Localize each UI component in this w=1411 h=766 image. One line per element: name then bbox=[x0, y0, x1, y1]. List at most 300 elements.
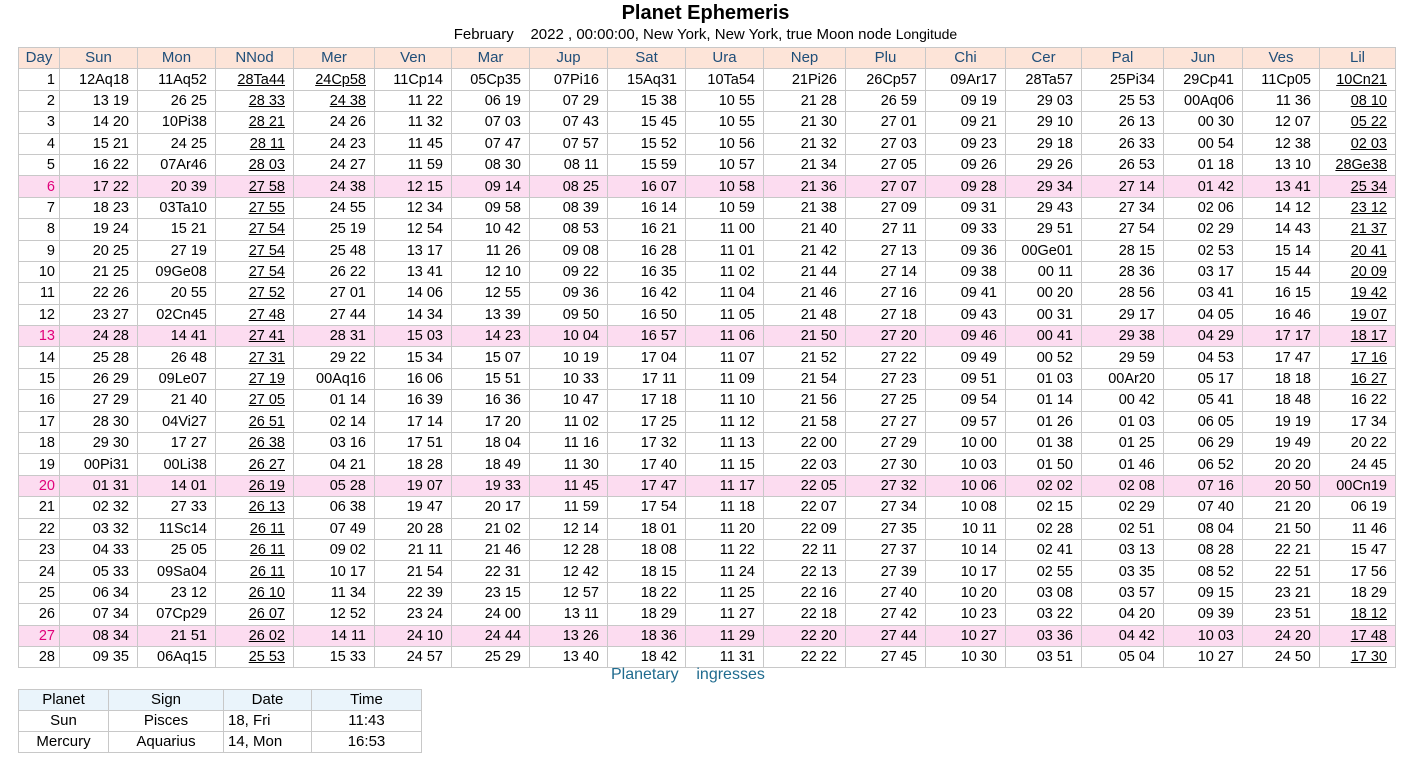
cell-cer: 02 55 bbox=[1006, 561, 1082, 582]
cell-ves: 13 41 bbox=[1243, 176, 1320, 197]
cell-chi: 10 20 bbox=[926, 582, 1006, 603]
cell-nnod bbox=[216, 283, 294, 304]
cell-sat: 18 29 bbox=[608, 604, 686, 625]
day-cell: 26 bbox=[19, 604, 60, 625]
cell-chi: 10 14 bbox=[926, 539, 1006, 560]
cell-jup: 07 57 bbox=[530, 133, 608, 154]
underlined-value: 27 52 bbox=[248, 285, 285, 302]
cell-mer: 24 26 bbox=[294, 112, 375, 133]
cell-cer: 03 36 bbox=[1006, 625, 1082, 646]
cell-jun: 04 05 bbox=[1164, 304, 1243, 325]
cell-cer: 29 43 bbox=[1006, 197, 1082, 218]
cell-lil: 17 34 bbox=[1320, 411, 1396, 432]
cell-chi: 09 33 bbox=[926, 219, 1006, 240]
cell-mar: 11 26 bbox=[452, 240, 530, 261]
cell-plu: 26Cp57 bbox=[846, 69, 926, 90]
cell-mer: 11 34 bbox=[294, 582, 375, 603]
underlined-value: 26 11 bbox=[249, 520, 285, 537]
ingress-planet: Mercury bbox=[19, 732, 109, 753]
table-row bbox=[19, 133, 1396, 154]
cell-chi: 09 19 bbox=[926, 90, 1006, 111]
cell-mer: 24 55 bbox=[294, 197, 375, 218]
cell-mar: 12 55 bbox=[452, 283, 530, 304]
cell-jup: 11 16 bbox=[530, 433, 608, 454]
table-row bbox=[19, 347, 1396, 368]
cell-cer: 29 51 bbox=[1006, 219, 1082, 240]
cell-sun: 23 27 bbox=[60, 304, 138, 325]
cell-mon: 15 21 bbox=[138, 219, 216, 240]
cell-lil bbox=[1320, 197, 1396, 218]
cell-mer bbox=[294, 90, 375, 111]
cell-ves: 21 20 bbox=[1243, 497, 1320, 518]
cell-ven: 15 34 bbox=[375, 347, 452, 368]
cell-lil bbox=[1320, 625, 1396, 646]
cell-nep: 22 20 bbox=[764, 625, 846, 646]
table-row bbox=[19, 154, 1396, 175]
cell-ves: 18 48 bbox=[1243, 390, 1320, 411]
table-row bbox=[19, 433, 1396, 454]
cell-sun: 29 30 bbox=[60, 433, 138, 454]
cell-sun: 13 19 bbox=[60, 90, 138, 111]
cell-jup: 10 33 bbox=[530, 368, 608, 389]
cell-mar: 07 47 bbox=[452, 133, 530, 154]
ingresses-title-a: Planetary bbox=[611, 666, 679, 683]
cell-cer: 29 10 bbox=[1006, 112, 1082, 133]
cell-lil: 15 47 bbox=[1320, 539, 1396, 560]
cell-ura: 10 56 bbox=[686, 133, 764, 154]
underlined-value: 27 54 bbox=[248, 242, 285, 259]
cell-pal: 02 08 bbox=[1082, 475, 1164, 496]
underlined-value: 27 54 bbox=[248, 221, 285, 238]
cell-ven: 15 03 bbox=[375, 326, 452, 347]
cell-jup: 09 08 bbox=[530, 240, 608, 261]
cell-cer: 01 26 bbox=[1006, 411, 1082, 432]
underlined-value: 27 54 bbox=[248, 264, 285, 281]
ingresses-header-date: Date bbox=[224, 690, 312, 711]
cell-sun: 09 35 bbox=[60, 646, 138, 667]
cell-mer bbox=[294, 69, 375, 90]
day-cell: 5 bbox=[19, 154, 60, 175]
cell-ura: 11 07 bbox=[686, 347, 764, 368]
cell-mon: 11Aq52 bbox=[138, 69, 216, 90]
cell-ura: 11 02 bbox=[686, 261, 764, 282]
column-header-mer: Mer bbox=[294, 48, 375, 69]
cell-sat: 18 36 bbox=[608, 625, 686, 646]
ingress-row bbox=[19, 711, 422, 732]
cell-lil bbox=[1320, 133, 1396, 154]
cell-lil bbox=[1320, 176, 1396, 197]
cell-nep: 22 22 bbox=[764, 646, 846, 667]
cell-ves: 20 50 bbox=[1243, 475, 1320, 496]
cell-ven: 11 59 bbox=[375, 154, 452, 175]
cell-jup: 12 28 bbox=[530, 539, 608, 560]
cell-nnod bbox=[216, 197, 294, 218]
cell-chi: 09 28 bbox=[926, 176, 1006, 197]
cell-mon: 07Ar46 bbox=[138, 154, 216, 175]
cell-chi: 09 46 bbox=[926, 326, 1006, 347]
cell-plu: 27 44 bbox=[846, 625, 926, 646]
column-header-sat: Sat bbox=[608, 48, 686, 69]
cell-chi: 10 00 bbox=[926, 433, 1006, 454]
cell-ves: 23 51 bbox=[1243, 604, 1320, 625]
cell-mar: 05Cp35 bbox=[452, 69, 530, 90]
cell-ves: 17 17 bbox=[1243, 326, 1320, 347]
day-cell: 22 bbox=[19, 518, 60, 539]
cell-jup: 08 39 bbox=[530, 197, 608, 218]
cell-chi: 10 23 bbox=[926, 604, 1006, 625]
day-cell: 28 bbox=[19, 646, 60, 667]
day-cell: 7 bbox=[19, 197, 60, 218]
cell-mon: 11Sc14 bbox=[138, 518, 216, 539]
cell-nnod bbox=[216, 240, 294, 261]
cell-lil bbox=[1320, 219, 1396, 240]
cell-mar: 24 44 bbox=[452, 625, 530, 646]
underlined-value: 23 12 bbox=[1350, 199, 1387, 216]
page-subtitle bbox=[0, 24, 1411, 45]
cell-chi: 09 41 bbox=[926, 283, 1006, 304]
cell-nep: 21 46 bbox=[764, 283, 846, 304]
cell-chi: 09 23 bbox=[926, 133, 1006, 154]
cell-cer: 29 03 bbox=[1006, 90, 1082, 111]
cell-mar: 13 39 bbox=[452, 304, 530, 325]
cell-mon: 00Li38 bbox=[138, 454, 216, 475]
cell-jun: 03 17 bbox=[1164, 261, 1243, 282]
day-cell: 12 bbox=[19, 304, 60, 325]
cell-nnod bbox=[216, 411, 294, 432]
cell-mer: 26 22 bbox=[294, 261, 375, 282]
cell-nnod bbox=[216, 646, 294, 667]
underlined-value: 26 19 bbox=[248, 478, 285, 494]
underlined-value: 17 48 bbox=[1350, 627, 1387, 644]
cell-mon: 25 05 bbox=[138, 539, 216, 560]
cell-jun: 02 29 bbox=[1164, 219, 1243, 240]
cell-plu: 27 40 bbox=[846, 582, 926, 603]
cell-mer: 24 23 bbox=[294, 133, 375, 154]
cell-sun: 16 22 bbox=[60, 154, 138, 175]
cell-mar: 18 04 bbox=[452, 433, 530, 454]
cell-plu: 27 23 bbox=[846, 368, 926, 389]
underlined-value: 19 07 bbox=[1350, 306, 1387, 323]
cell-cer: 29 18 bbox=[1006, 133, 1082, 154]
underlined-value: 16 27 bbox=[1350, 371, 1387, 388]
cell-mar: 12 10 bbox=[452, 261, 530, 282]
cell-jup: 13 26 bbox=[530, 625, 608, 646]
cell-plu: 27 20 bbox=[846, 326, 926, 347]
cell-mon: 14 41 bbox=[138, 326, 216, 347]
cell-mer: 24 27 bbox=[294, 154, 375, 175]
cell-mer: 09 02 bbox=[294, 539, 375, 560]
cell-ves: 24 20 bbox=[1243, 625, 1320, 646]
underlined-value: 27 58 bbox=[248, 178, 285, 195]
cell-sun: 15 21 bbox=[60, 133, 138, 154]
cell-nnod bbox=[216, 475, 294, 496]
cell-sat: 15 38 bbox=[608, 90, 686, 111]
cell-ven: 11Cp14 bbox=[375, 69, 452, 90]
cell-ura: 11 10 bbox=[686, 390, 764, 411]
underlined-value: 26 02 bbox=[248, 627, 285, 644]
cell-jup: 11 45 bbox=[530, 475, 608, 496]
cell-mer: 04 21 bbox=[294, 454, 375, 475]
cell-sun: 12Aq18 bbox=[60, 69, 138, 90]
table-row bbox=[19, 475, 1396, 496]
cell-jun: 02 06 bbox=[1164, 197, 1243, 218]
subtitle-mode: Longitude bbox=[895, 26, 958, 42]
cell-plu: 27 14 bbox=[846, 261, 926, 282]
cell-plu: 27 25 bbox=[846, 390, 926, 411]
ingresses-header-time: Time bbox=[312, 690, 422, 711]
underlined-value: 25 34 bbox=[1350, 178, 1387, 195]
cell-lil: 00Cn19 bbox=[1320, 475, 1396, 496]
cell-sat: 18 42 bbox=[608, 646, 686, 667]
cell-mar: 07 03 bbox=[452, 112, 530, 133]
cell-nep: 22 13 bbox=[764, 561, 846, 582]
cell-mer: 03 16 bbox=[294, 433, 375, 454]
cell-jup: 11 02 bbox=[530, 411, 608, 432]
cell-sat: 18 15 bbox=[608, 561, 686, 582]
cell-nnod bbox=[216, 582, 294, 603]
cell-nep: 21 54 bbox=[764, 368, 846, 389]
column-header-jup: Jup bbox=[530, 48, 608, 69]
cell-pal: 28 15 bbox=[1082, 240, 1164, 261]
day-cell: 6 bbox=[19, 176, 60, 197]
cell-mar: 15 51 bbox=[452, 368, 530, 389]
cell-pal: 00Ar20 bbox=[1082, 368, 1164, 389]
ingress-time: 11:43 bbox=[312, 711, 422, 732]
day-cell: 19 bbox=[19, 454, 60, 475]
cell-cer: 00Ge01 bbox=[1006, 240, 1082, 261]
cell-jun: 08 52 bbox=[1164, 561, 1243, 582]
cell-jun: 08 04 bbox=[1164, 518, 1243, 539]
ingresses-header-sign: Sign bbox=[109, 690, 224, 711]
cell-cer: 29 26 bbox=[1006, 154, 1082, 175]
cell-lil bbox=[1320, 283, 1396, 304]
cell-ven: 11 45 bbox=[375, 133, 452, 154]
cell-nnod bbox=[216, 561, 294, 582]
day-cell: 16 bbox=[19, 390, 60, 411]
cell-ves: 20 20 bbox=[1243, 454, 1320, 475]
underlined-value: 27 19 bbox=[248, 371, 285, 388]
cell-ura: 11 18 bbox=[686, 497, 764, 518]
cell-lil bbox=[1320, 69, 1396, 90]
cell-mer: 12 52 bbox=[294, 604, 375, 625]
cell-mar: 21 02 bbox=[452, 518, 530, 539]
ingresses-title-b: ingresses bbox=[696, 666, 765, 683]
cell-cer: 03 22 bbox=[1006, 604, 1082, 625]
cell-ves: 19 49 bbox=[1243, 433, 1320, 454]
cell-mer: 02 14 bbox=[294, 411, 375, 432]
cell-nnod bbox=[216, 261, 294, 282]
cell-ves: 23 21 bbox=[1243, 582, 1320, 603]
cell-pal: 27 54 bbox=[1082, 219, 1164, 240]
cell-mon: 02Cn45 bbox=[138, 304, 216, 325]
cell-mon: 09Le07 bbox=[138, 368, 216, 389]
cell-mon: 26 25 bbox=[138, 90, 216, 111]
cell-ura: 11 24 bbox=[686, 561, 764, 582]
cell-jun: 06 29 bbox=[1164, 433, 1243, 454]
cell-jun: 10 27 bbox=[1164, 646, 1243, 667]
cell-sat: 17 32 bbox=[608, 433, 686, 454]
cell-plu: 27 42 bbox=[846, 604, 926, 625]
cell-mon: 24 25 bbox=[138, 133, 216, 154]
cell-plu: 27 07 bbox=[846, 176, 926, 197]
cell-ven: 13 41 bbox=[375, 261, 452, 282]
cell-mer: 15 33 bbox=[294, 646, 375, 667]
day-cell: 4 bbox=[19, 133, 60, 154]
table-row bbox=[19, 411, 1396, 432]
cell-plu: 27 11 bbox=[846, 219, 926, 240]
cell-ura: 11 12 bbox=[686, 411, 764, 432]
cell-pal: 27 34 bbox=[1082, 197, 1164, 218]
cell-mon: 20 55 bbox=[138, 283, 216, 304]
cell-nnod bbox=[216, 368, 294, 389]
subtitle-location: , 00:00:00, New York, New York, true Moon node bbox=[563, 26, 892, 43]
cell-chi: 09 26 bbox=[926, 154, 1006, 175]
cell-mar: 25 29 bbox=[452, 646, 530, 667]
table-body bbox=[19, 69, 1396, 668]
table-row bbox=[19, 240, 1396, 261]
column-header-nnod: NNod bbox=[216, 48, 294, 69]
cell-cer: 01 38 bbox=[1006, 433, 1082, 454]
cell-jup: 12 42 bbox=[530, 561, 608, 582]
cell-jup: 12 14 bbox=[530, 518, 608, 539]
cell-nep: 21Pi26 bbox=[764, 69, 846, 90]
cell-ven: 16 39 bbox=[375, 390, 452, 411]
cell-sat: 16 42 bbox=[608, 283, 686, 304]
cell-jun: 00Aq06 bbox=[1164, 90, 1243, 111]
cell-jun: 07 40 bbox=[1164, 497, 1243, 518]
cell-jun: 03 41 bbox=[1164, 283, 1243, 304]
cell-mar: 22 31 bbox=[452, 561, 530, 582]
cell-sat: 16 50 bbox=[608, 304, 686, 325]
cell-nep: 21 38 bbox=[764, 197, 846, 218]
cell-nep: 21 52 bbox=[764, 347, 846, 368]
cell-jun: 09 15 bbox=[1164, 582, 1243, 603]
cell-nnod bbox=[216, 304, 294, 325]
cell-mer: 24 38 bbox=[294, 176, 375, 197]
cell-jun: 01 18 bbox=[1164, 154, 1243, 175]
cell-mer: 25 48 bbox=[294, 240, 375, 261]
underlined-value: 18 17 bbox=[1350, 328, 1387, 345]
cell-ven: 24 10 bbox=[375, 625, 452, 646]
cell-mar: 15 07 bbox=[452, 347, 530, 368]
page-title: Planet Ephemeris bbox=[621, 2, 790, 24]
cell-sat: 17 47 bbox=[608, 475, 686, 496]
cell-lil: 18 29 bbox=[1320, 582, 1396, 603]
cell-jup: 11 59 bbox=[530, 497, 608, 518]
cell-nep: 21 42 bbox=[764, 240, 846, 261]
column-header-nep: Nep bbox=[764, 48, 846, 69]
cell-nep: 22 09 bbox=[764, 518, 846, 539]
cell-nep: 21 56 bbox=[764, 390, 846, 411]
cell-chi: 10 30 bbox=[926, 646, 1006, 667]
cell-jun: 00 54 bbox=[1164, 133, 1243, 154]
cell-pal: 01 46 bbox=[1082, 454, 1164, 475]
ingresses-header-row bbox=[19, 690, 422, 711]
cell-nep: 22 07 bbox=[764, 497, 846, 518]
table-row bbox=[19, 518, 1396, 539]
cell-cer: 01 50 bbox=[1006, 454, 1082, 475]
cell-ura: 11 06 bbox=[686, 326, 764, 347]
cell-nnod bbox=[216, 133, 294, 154]
cell-mer: 07 49 bbox=[294, 518, 375, 539]
cell-sun: 18 23 bbox=[60, 197, 138, 218]
cell-mon: 03Ta10 bbox=[138, 197, 216, 218]
cell-ven: 12 34 bbox=[375, 197, 452, 218]
table-row bbox=[19, 454, 1396, 475]
cell-mar: 23 15 bbox=[452, 582, 530, 603]
underlined-value: 26 38 bbox=[248, 435, 285, 452]
ingresses-table bbox=[18, 689, 422, 753]
ingresses-header-planet: Planet bbox=[19, 690, 109, 711]
cell-lil bbox=[1320, 154, 1396, 175]
cell-lil: 11 46 bbox=[1320, 518, 1396, 539]
cell-ves: 22 51 bbox=[1243, 561, 1320, 582]
cell-plu: 27 01 bbox=[846, 112, 926, 133]
cell-mer: 14 11 bbox=[294, 625, 375, 646]
cell-nep: 22 11 bbox=[764, 539, 846, 560]
cell-lil bbox=[1320, 261, 1396, 282]
cell-ven: 14 06 bbox=[375, 283, 452, 304]
table-row bbox=[19, 112, 1396, 133]
cell-chi: 10 11 bbox=[926, 518, 1006, 539]
cell-cer: 00 41 bbox=[1006, 326, 1082, 347]
cell-plu: 27 22 bbox=[846, 347, 926, 368]
table-row bbox=[19, 604, 1396, 625]
cell-ves: 14 43 bbox=[1243, 219, 1320, 240]
cell-ura: 11 04 bbox=[686, 283, 764, 304]
cell-ura: 11 22 bbox=[686, 539, 764, 560]
cell-pal: 28 56 bbox=[1082, 283, 1164, 304]
cell-nnod bbox=[216, 326, 294, 347]
column-header-pal: Pal bbox=[1082, 48, 1164, 69]
cell-nep: 22 03 bbox=[764, 454, 846, 475]
day-cell: 18 bbox=[19, 433, 60, 454]
cell-sun: 28 30 bbox=[60, 411, 138, 432]
cell-ves: 16 15 bbox=[1243, 283, 1320, 304]
cell-plu: 27 27 bbox=[846, 411, 926, 432]
underlined-value: 08 10 bbox=[1350, 92, 1387, 109]
cell-cer: 02 02 bbox=[1006, 475, 1082, 496]
cell-chi: 09 51 bbox=[926, 368, 1006, 389]
underlined-value: 28 33 bbox=[248, 92, 285, 109]
underlined-value: 20 09 bbox=[1350, 264, 1387, 281]
cell-sat: 15 45 bbox=[608, 112, 686, 133]
underlined-value: 20 41 bbox=[1350, 242, 1387, 259]
table-row bbox=[19, 90, 1396, 111]
cell-mon: 09Ge08 bbox=[138, 261, 216, 282]
underlined-value: 24Cp58 bbox=[315, 71, 366, 88]
cell-plu: 27 03 bbox=[846, 133, 926, 154]
cell-chi: 09 36 bbox=[926, 240, 1006, 261]
cell-ven: 11 22 bbox=[375, 90, 452, 111]
cell-pal: 29 59 bbox=[1082, 347, 1164, 368]
cell-sun: 25 28 bbox=[60, 347, 138, 368]
cell-ven: 20 28 bbox=[375, 518, 452, 539]
cell-chi: 09 54 bbox=[926, 390, 1006, 411]
underlined-value: 25 53 bbox=[248, 649, 285, 666]
cell-mon: 17 27 bbox=[138, 433, 216, 454]
cell-ven: 14 34 bbox=[375, 304, 452, 325]
column-header-sun: Sun bbox=[60, 48, 138, 69]
underlined-value: 28Ta44 bbox=[237, 71, 285, 88]
cell-plu: 27 30 bbox=[846, 454, 926, 475]
cell-jun: 06 52 bbox=[1164, 454, 1243, 475]
cell-pal: 29 17 bbox=[1082, 304, 1164, 325]
cell-lil bbox=[1320, 112, 1396, 133]
day-cell: 20 bbox=[19, 475, 60, 496]
cell-ura: 10 58 bbox=[686, 176, 764, 197]
table-row bbox=[19, 219, 1396, 240]
